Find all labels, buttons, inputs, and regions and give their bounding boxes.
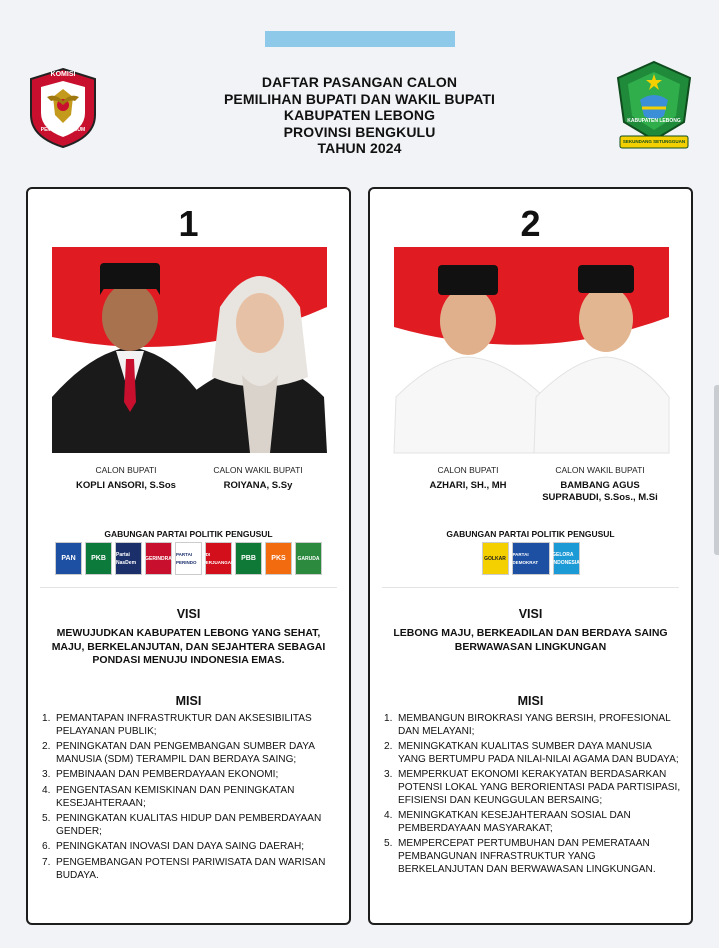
party-name: GERINDRA	[145, 555, 172, 562]
misi-text: MEMPERCEPAT PERTUMBUHAN DAN PEMERATAAN PEMBANGUNAN INFRASTRUKTUR YANG BERKELANJUTAN DAN BERWAWASAN LINGKUNGAN.	[398, 838, 656, 875]
visi-text: MEWUJUDKAN KABUPATEN LEBONG YANG SEHAT, MAJU, BERKELANJUTAN, DAN SEJAHTERA SEBAGAI PONDASI MENUJU INDONESIA EMAS.	[51, 627, 326, 666]
party-logo-garuda	[295, 542, 322, 575]
misi-number: 4.	[42, 784, 51, 796]
misi-item	[42, 785, 339, 810]
misi-number: 7.	[42, 856, 51, 868]
misi-text: PENINGKATAN KUALITAS HIDUP DAN PEMBERDAYAAN GENDER;	[56, 813, 322, 837]
divider	[382, 587, 679, 588]
header-line-4: PROVINSI BENGKULU	[283, 123, 436, 140]
party-name: PKS	[271, 554, 286, 562]
misi-text: MEMPERKUAT EKONOMI KERAKYATAN BERDASARKAN POTENSI LOKAL YANG BERORIENTASI PADA PARTISIPASI, EFISIENSI DAN KEUNGGULAN BERSAING;	[398, 769, 681, 806]
party-logos	[370, 542, 691, 578]
candidate-card-2	[368, 187, 693, 925]
scroll-handle[interactable]	[714, 385, 719, 555]
party-logo-pdip	[202, 542, 235, 575]
header-line-1: DAFTAR PASANGAN CALON	[261, 74, 458, 90]
party-logo-demokrat	[512, 542, 550, 575]
misi-text: MENINGKATKAN KUALITAS SUMBER DAYA MANUSIA YANG BERTUMPU PADA NILAI-NILAI AGAMA DAN BUDAYA;	[398, 741, 679, 765]
misi-text: MEMBANGUN BIROKRASI YANG BERSIH, PROFESIONAL DAN MELAYANI;	[398, 713, 671, 737]
kpu-logo-bottom-text: PEMILIHAN UMUM	[40, 127, 86, 133]
party-logo-perindo	[175, 542, 202, 575]
misi-number: 1.	[384, 713, 393, 724]
party-name: PKB	[91, 554, 106, 562]
misi-item	[384, 741, 681, 766]
misi-number: 2.	[384, 741, 393, 753]
party-name: GARUDA	[297, 555, 320, 562]
misi-item	[42, 713, 339, 738]
party-logo-gerindra	[145, 542, 172, 575]
name-wakil: ROIYANA, S.Sy	[223, 480, 293, 491]
misi-text: PENINGKATAN DAN PENGEMBANGAN SUMBER DAYA MANUSIA (SDM) TERAMPIL DAN BERDAYA SAING;	[56, 741, 315, 765]
misi-text: PEMBINAAN DAN PEMBERDAYAAN EKONOMI;	[56, 769, 279, 781]
coalition-label: GABUNGAN PARTAI POLITIK PENGUSUL	[104, 529, 273, 539]
kpu-logo	[25, 67, 101, 149]
misi-number: 6.	[42, 841, 51, 853]
coalition-label: GABUNGAN PARTAI POLITIK PENGUSUL	[446, 529, 615, 539]
misi-number: 3.	[42, 769, 51, 781]
misi-number: 2.	[42, 741, 51, 753]
misi-number: 1.	[42, 713, 51, 724]
party-logo-pan	[55, 542, 82, 575]
party-name: PARTAI PERINDO	[176, 551, 197, 565]
name-bupati: KOPLI ANSORI, S.Sos	[76, 480, 176, 491]
party-logo-nasdem	[115, 542, 142, 575]
misi-item	[384, 769, 681, 807]
name-wakil: BAMBANG AGUS SUPRABUDI, S.Sos., M.Si	[542, 480, 658, 503]
candidate-number: 1	[178, 203, 199, 244]
party-logo-pkb	[85, 542, 112, 575]
party-name: PAN	[61, 554, 76, 562]
role-wakil-label: CALON WAKIL BUPATI	[555, 465, 645, 475]
visi-text: LEBONG MAJU, BERKEADILAN DAN BERDAYA SAING BERWAWASAN LINGKUNGAN	[393, 627, 668, 653]
header-line-3: KABUPATEN LEBONG	[283, 107, 436, 123]
misi-item	[384, 838, 681, 876]
candidate-card-1	[26, 187, 351, 925]
divider	[40, 587, 337, 588]
misi-item	[384, 713, 681, 738]
misi-item	[42, 841, 339, 854]
candidate-number: 2	[520, 203, 541, 244]
party-name: Partai NasDem	[116, 551, 137, 566]
misi-title: MISI	[517, 694, 544, 708]
lebong-logo-ribbon: KABUPATEN LEBONG	[627, 118, 681, 124]
role-bupati-label: CALON BUPATI	[437, 465, 499, 475]
party-name: PBB	[241, 554, 256, 562]
document-header	[150, 74, 569, 157]
visi-title: VISI	[176, 607, 201, 621]
misi-number: 5.	[42, 813, 51, 825]
role-wakil-label: CALON WAKIL BUPATI	[213, 465, 303, 475]
misi-item	[42, 857, 339, 882]
party-logo-pks	[265, 542, 292, 575]
misi-text: MENINGKATKAN KESEJAHTERAAN SOSIAL DAN PEMBERDAYAAN MASYARAKAT;	[398, 810, 631, 834]
lebong-logo	[612, 60, 696, 152]
header-line-5: TAHUN 2024	[317, 140, 402, 156]
visi-title: VISI	[518, 607, 543, 621]
misi-title: MISI	[175, 694, 202, 708]
misi-item	[42, 741, 339, 766]
misi-text: PEMANTAPAN INFRASTRUKTUR DAN AKSESIBILITAS PELAYANAN PUBLIK;	[56, 713, 312, 737]
misi-text: PENGEMBANGAN POTENSI PARIWISATA DAN WARISAN BUDAYA.	[56, 856, 326, 881]
misi-item	[42, 813, 339, 838]
header-line-2: PEMILIHAN BUPATI DAN WAKIL BUPATI	[223, 90, 496, 107]
candidate-photo	[394, 247, 669, 453]
party-name: GELORA INDONESIA	[552, 551, 580, 566]
party-logo-pbb	[235, 542, 262, 575]
role-bupati-label: CALON BUPATI	[95, 465, 157, 475]
misi-text: PENINGKATAN INOVASI DAN DAYA SAING DAERAH;	[56, 841, 305, 853]
party-name: PARTAI DEMOKRAT	[512, 551, 539, 565]
misi-number: 4.	[384, 810, 393, 822]
misi-list	[384, 713, 681, 879]
misi-item	[42, 769, 339, 782]
name-bupati: AZHARI, SH., MH	[429, 480, 507, 491]
candidate-photo	[52, 247, 327, 453]
top-accent-bar	[265, 31, 455, 47]
misi-list	[42, 713, 339, 885]
misi-number: 5.	[384, 838, 393, 850]
party-logo-gelora	[553, 542, 580, 575]
party-logo-golkar	[482, 542, 509, 575]
party-name: GOLKAR	[484, 555, 506, 562]
misi-item	[384, 810, 681, 835]
kpu-logo-top-text: KOMISI	[50, 71, 76, 78]
party-logos	[42, 542, 335, 578]
misi-text: PENGENTASAN KEMISKINAN DAN PENINGKATAN KESEJAHTERAAN;	[56, 784, 295, 809]
misi-number: 3.	[384, 769, 393, 781]
party-name: PDI PERJUANGAN	[202, 551, 235, 565]
lebong-logo-motto: SEKUNDANG SETUNGGUAN	[622, 139, 686, 144]
